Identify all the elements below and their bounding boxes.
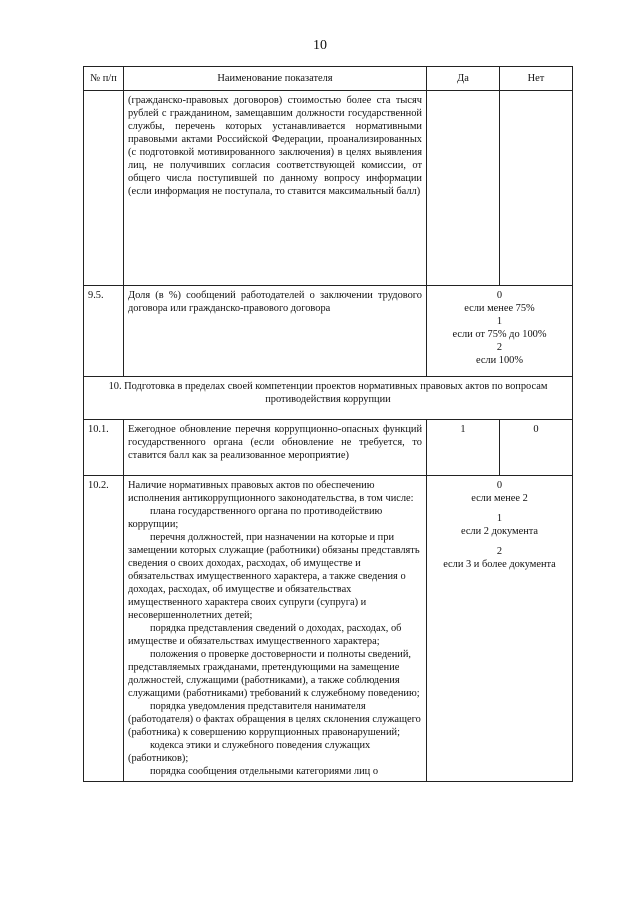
row-yes: 1 bbox=[427, 420, 500, 476]
row-no bbox=[500, 91, 573, 286]
score-condition: если менее 2 bbox=[471, 493, 528, 504]
row-text: Ежегодное обновление перечня коррупционно-опасных функций государственного органа (если обновление не требуется, то ставится балл как за реализованное мероприятие) bbox=[124, 420, 427, 476]
table-row-10-2 bbox=[84, 476, 573, 782]
table-row-continuation bbox=[84, 91, 573, 286]
section-heading: 10. Подготовка в пределах своей компетенции проектов нормативных правовых актов по вопросам противодействия коррупции bbox=[84, 377, 573, 420]
score-condition: если 2 документа bbox=[460, 526, 539, 537]
table-header-row bbox=[84, 67, 573, 91]
header-yes: Да bbox=[427, 67, 500, 91]
row-num: 10.1. bbox=[84, 420, 124, 476]
row-text: Доля (в %) сообщений работодателей о заключении трудового договора или гражданско-правового договора bbox=[124, 286, 427, 377]
score-condition: если 100% bbox=[475, 355, 524, 366]
score-value: 2 bbox=[496, 342, 503, 353]
list-item: порядка сообщения отдельными категориями лиц о bbox=[150, 766, 379, 777]
header-num: № п/п bbox=[84, 67, 124, 91]
score-condition: если менее 75% bbox=[464, 303, 535, 314]
score-value: 0 bbox=[496, 480, 503, 491]
score-value: 1 bbox=[496, 513, 503, 524]
table-row-10-1 bbox=[84, 420, 573, 476]
row-yes bbox=[427, 91, 500, 286]
section-heading-row bbox=[84, 377, 573, 420]
row-num bbox=[84, 91, 124, 286]
score-condition: если от 75% до 100% bbox=[452, 329, 547, 340]
spacer bbox=[431, 505, 568, 512]
score-value: 0 bbox=[496, 290, 503, 301]
table-row-9-5 bbox=[84, 286, 573, 377]
list-item: кодекса этики и служебного поведения служащих (работников); bbox=[128, 740, 371, 764]
score-cell bbox=[427, 286, 573, 377]
list-item: плана государственного органа по противодействию коррупции; bbox=[128, 506, 383, 530]
row-no: 0 bbox=[500, 420, 573, 476]
row-intro: Наличие нормативных правовых актов по обеспечению исполнения антикоррупционного законодательства, в том числе: bbox=[128, 480, 414, 504]
row-num: 9.5. bbox=[84, 286, 124, 377]
header-name: Наименование показателя bbox=[124, 67, 427, 91]
spacer bbox=[431, 538, 568, 545]
page-number: 10 bbox=[313, 38, 327, 53]
score-cell bbox=[427, 476, 573, 782]
score-value: 2 bbox=[496, 546, 503, 557]
list-item: порядка уведомления представителя нанимателя (работодателя) о фактах обращения в целях склонения служащего (работника) к совершению коррупционных правонарушений; bbox=[128, 701, 421, 738]
row-num: 10.2. bbox=[84, 476, 124, 782]
score-value: 1 bbox=[496, 316, 503, 327]
row-text: (гражданско-правовых договоров) стоимостью более ста тысяч рублей с гражданином, замещавшим должности государственной службы, перечень которых устанавливается нормативными правовыми актами Российской Федерации, проанализированных (с подготовкой мотивированного заключения) в целях выявления лиц, не получивших согласия соответствующей комиссии, от общего числа поступившей по данному вопросу информации (если информация не поступала, то ставится максимальный балл) bbox=[124, 91, 427, 286]
list-item: положения о проверке достоверности и полноты сведений, представляемых гражданами, претендующими на замещение должностей, служащими (работниками), а также соблюдения служащими (работниками) требований к служебному поведению; bbox=[128, 649, 420, 699]
criteria-table bbox=[83, 66, 573, 782]
row-text bbox=[124, 476, 427, 782]
score-condition: если 3 и более документа bbox=[443, 559, 556, 570]
list-item: перечня должностей, при назначении на которые и при замещении которых служащие (работники) обязаны представлять сведения о своих доходах, расходах, об имуществе и обязательствах имущественного характера, а также сведения о доходах, расходах, об имуществе и обязательствах имущественного характера своих супруги (супруга) и несовершеннолетних детей; bbox=[128, 532, 420, 621]
list-item: порядка представления сведений о доходах, расходах, об имуществе и обязательствах имущественного характера; bbox=[128, 623, 402, 647]
header-no: Нет bbox=[500, 67, 573, 91]
